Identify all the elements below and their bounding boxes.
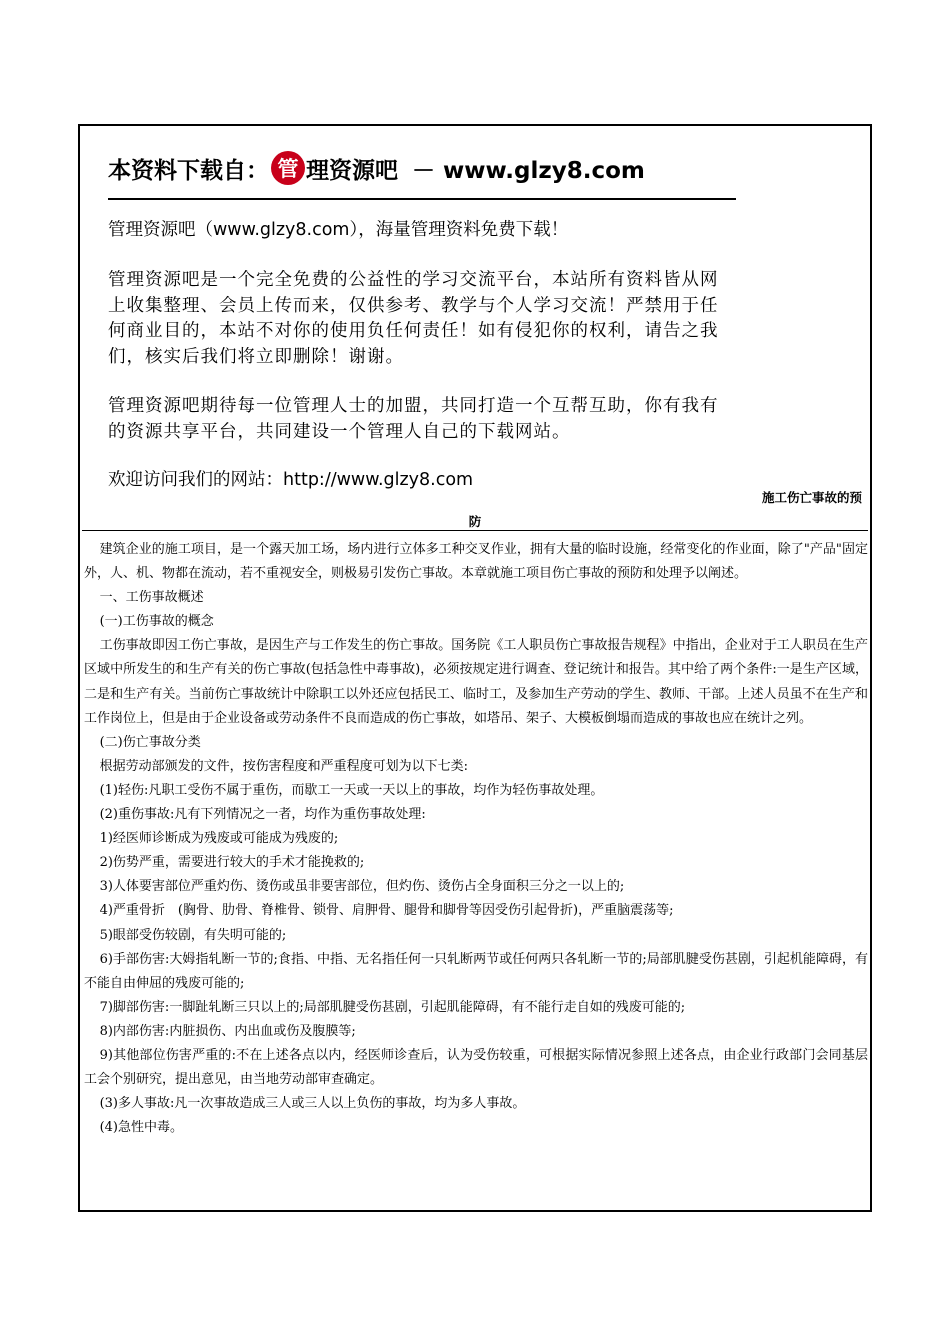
- banner-website-line[interactable]: 欢迎访问我们的网站：http://www.glzy8.com: [108, 470, 474, 490]
- site-logo-icon: 管: [271, 151, 305, 185]
- body-paragraph: (3)多人事故:凡一次事故造成三人或三人以上负伤的事故，均为多人事故。: [99, 1096, 526, 1112]
- banner-url[interactable]: － www.glzy8.com: [412, 157, 645, 184]
- body-paragraph: 3)人体要害部位严重灼伤、烫伤或虽非要害部位，但灼伤、烫伤占全身面积三分之一以上的;: [99, 879, 625, 895]
- body-paragraph: 6)手部伤害:大姆指轧断一节的;食指、中指、无名指任何一只轧断两节或任何两只各轧断一节的;局部肌腱受伤甚剧，引起机能障碍，有不能自由伸屈的残废可能的;: [84, 951, 868, 991]
- banner-brand-name: 理资源吧: [306, 157, 398, 184]
- body-paragraph: 根据劳动部颁发的文件，按伤害程度和严重程度可划为以下七类:: [99, 758, 468, 774]
- banner-paragraph-3: 管理资源吧期待每一位管理人士的加盟，共同打造一个互帮互助，你有我有的资源共享平台，共同建设一个管理人自己的下载网站。: [108, 396, 719, 442]
- banner-line-1: 管理资源吧（www.glzy8.com），海量管理资料免费下载！: [108, 220, 569, 240]
- body-paragraph: 2)伤势严重，需要进行较大的手术才能挽救的;: [99, 855, 365, 871]
- body-paragraph: 4)严重骨折 (胸骨、肋骨、脊椎骨、锁骨、肩胛骨、腿骨和脚骨等因受伤引起骨折)，严重脑震荡等;: [99, 903, 674, 919]
- body-paragraph: 9)其他部位伤害严重的:不在上述各点以内，经医师诊查后，认为受伤较重，可根据实际情况参照上述各点，由企业行政部门会同基层工会个别研究，提出意见，由当地劳动部审查确定。: [84, 1047, 868, 1088]
- body-paragraph: 工伤事故即因工伤亡事故，是因生产与工作发生的伤亡事故。国务院《工人职员伤亡事故报告规程》中指出，企业对于工人职员在生产区域中所发生的和生产有关的伤亡事故(包括急性中毒事故)，必须按规定进行调查、登记统计和报告。其中给了两个条件:一是生产区域，二是和生产有关。当前伤亡事故统计中除职工以外还应包括民工、临时工，及参加生产劳动的学生、教师、干部。上述人员虽不在生产和工作岗位上，但是由于企业设备或劳动条件不良而造成的伤亡事故，如塔吊、架子、大模板倒塌而造成的事故也应在统计之列。: [84, 638, 868, 726]
- body-paragraph: 8)内部伤害:内脏损伤、内出血或伤及腹膜等;: [99, 1023, 356, 1039]
- document-body: [84, 538, 868, 1140]
- body-paragraph: (1)轻伤:凡职工受伤不属于重伤，而歇工一天或一天以上的事故，均作为轻伤事故处理。: [99, 782, 604, 798]
- banner-heading-label: 本资料下载自：: [108, 157, 269, 184]
- document-title: 施工伤亡事故的预: [761, 490, 862, 505]
- body-paragraph: 一、工伤事故概述: [99, 590, 204, 606]
- banner-divider: [108, 198, 736, 200]
- body-paragraph: 建筑企业的施工项目，是一个露天加工场，场内进行立体多工种交叉作业，拥有大量的临时设施，经常变化的作业面，除了"产品"固定外，人、机、物都在流动，若不重视安全，则极易引发伤亡事故。本章就施工项目伤亡事故的预防和处理予以阐述。: [84, 542, 868, 582]
- document-frame: [78, 124, 872, 1212]
- body-paragraph: (4)急性中毒。: [99, 1120, 184, 1136]
- body-paragraph: (一)工伤事故的概念: [99, 614, 214, 630]
- body-paragraph: (二)伤亡事故分类: [99, 734, 201, 750]
- body-paragraph: 1)经医师诊断成为残废或可能成为残废的;: [99, 831, 339, 847]
- document-title-continued: 防: [468, 514, 482, 529]
- body-paragraph: 5)眼部受伤较剧，有失明可能的;: [99, 927, 287, 943]
- download-banner: [82, 128, 868, 531]
- banner-paragraph-2: 管理资源吧是一个完全免费的公益性的学习交流平台，本站所有资料皆从网上收集整理、会员上传而来，仅供参考、教学与个人学习交流！严禁用于任何商业目的，本站不对你的使用负任何责任！如有侵犯你的权利，请告之我们，核实后我们将立即删除！谢谢。: [108, 270, 719, 367]
- banner-heading: [108, 148, 768, 188]
- body-paragraph: (2)重伤事故:凡有下列情况之一者，均作为重伤事故处理:: [99, 807, 426, 823]
- body-paragraph: 7)脚部伤害:一脚趾轧断三只以上的;局部肌腱受伤甚剧，引起肌能障碍，有不能行走自如的残废可能的;: [99, 999, 686, 1015]
